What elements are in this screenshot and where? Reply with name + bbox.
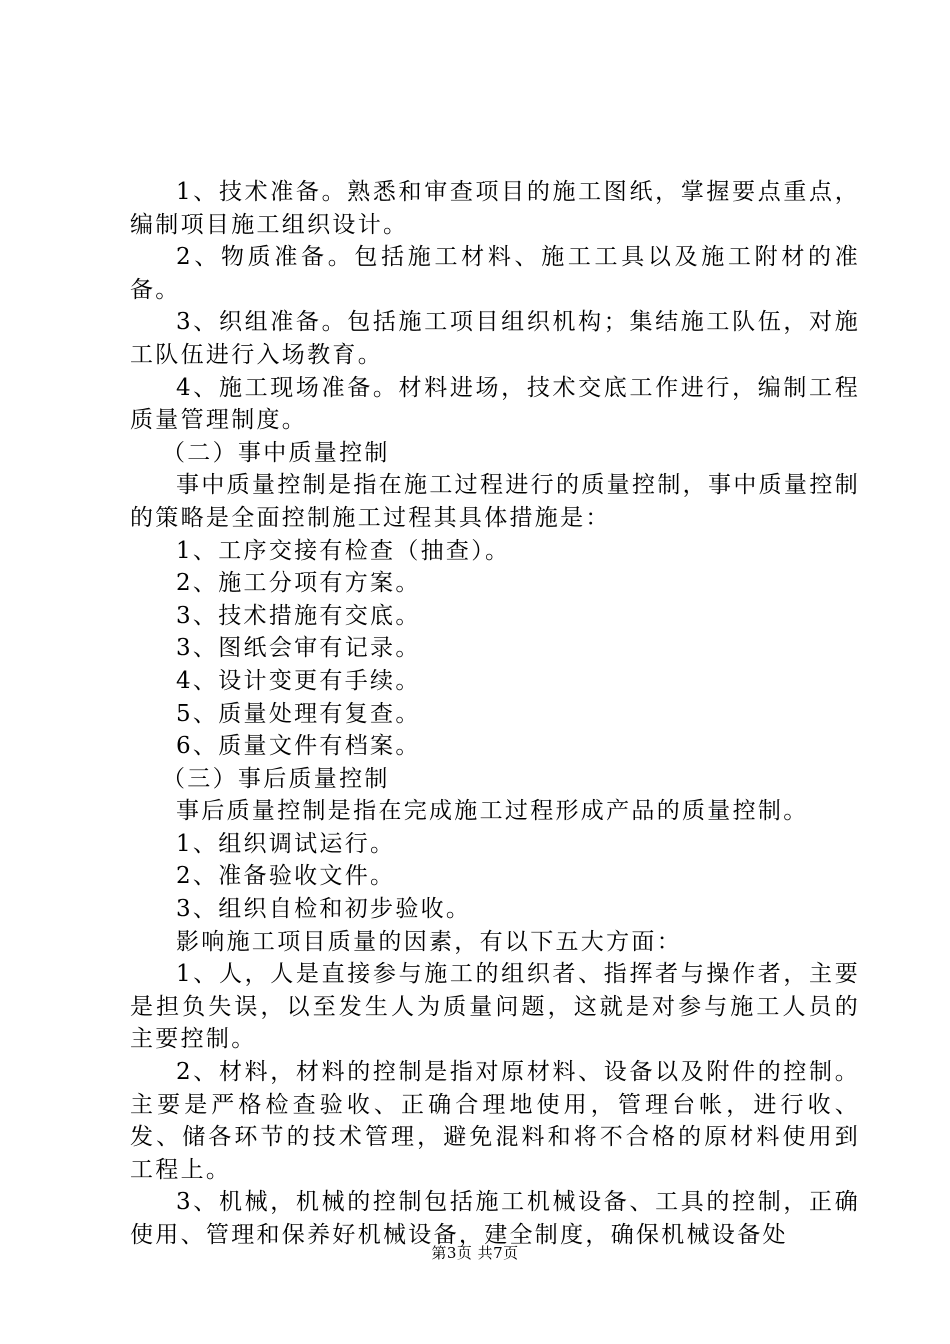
page-footer (0, 1243, 950, 1263)
list-item: 1、工序交接有检查（抽查）。 (176, 537, 511, 564)
paragraph-factor-machinery: 3、机械，机械的控制包括施工机械设备、工具的控制，正确使用、管理和保养好机械设备，建全制度，确保机械设备处 (130, 1189, 860, 1248)
list-item: 3、技术措施有交底。 (176, 602, 421, 629)
paragraph-post-process-definition: 事后质量控制是指在完成施工过程形成产品的质量控制。 (176, 798, 809, 825)
list-item: 6、质量文件有档案。 (176, 733, 421, 760)
list-item: 2、施工分项有方案。 (176, 570, 421, 597)
paragraph-factor-people: 1、人，人是直接参与施工的组织者、指挥者与操作者，主要是担负失误，以至发生人为质量问题，这就是对参与施工人员的主要控制。 (130, 961, 860, 1053)
section-heading-post-process: （三）事后质量控制 (162, 765, 390, 792)
list-item: 3、图纸会审有记录。 (176, 635, 421, 662)
list-item: 3、组织自检和初步验收。 (176, 896, 472, 923)
paragraph-in-process-definition: 事中质量控制是指在施工过程进行的质量控制，事中质量控制的策略是全面控制施工过程其具体措施是： (130, 472, 860, 531)
paragraph-material-prep: 2、物质准备。包括施工材料、施工工具以及施工附材的准备。 (130, 244, 860, 303)
paragraph-technical-prep: 1、技术准备。熟悉和审查项目的施工图纸，掌握要点重点，编制项目施工组织设计。 (130, 179, 860, 238)
paragraph-quality-factors-intro: 影响施工项目质量的因素，有以下五大方面： (176, 928, 682, 955)
section-heading-in-process: （二）事中质量控制 (162, 439, 390, 466)
document-body (130, 176, 860, 1252)
page-number-label: 第3页 共7页 (431, 1244, 519, 1262)
list-item: 4、设计变更有手续。 (176, 667, 421, 694)
list-item: 1、组织调试运行。 (176, 830, 396, 857)
list-item: 5、质量处理有复查。 (176, 700, 421, 727)
list-item: 2、准备验收文件。 (176, 863, 396, 890)
paragraph-site-prep: 4、施工现场准备。材料进场，技术交底工作进行，编制工程质量管理制度。 (130, 374, 860, 434)
paragraph-factor-materials: 2、材料，材料的控制是指对原材料、设备以及附件的控制。主要是严格检查验收、正确合理地使用，管理台帐，进行收、发、储各环节的技术管理，避免混料和将不合格的原材料使用到工程上。 (130, 1059, 860, 1183)
paragraph-organization-prep: 3、织组准备。包括施工项目组织机构；集结施工队伍，对施工队伍进行入场教育。 (130, 309, 860, 368)
